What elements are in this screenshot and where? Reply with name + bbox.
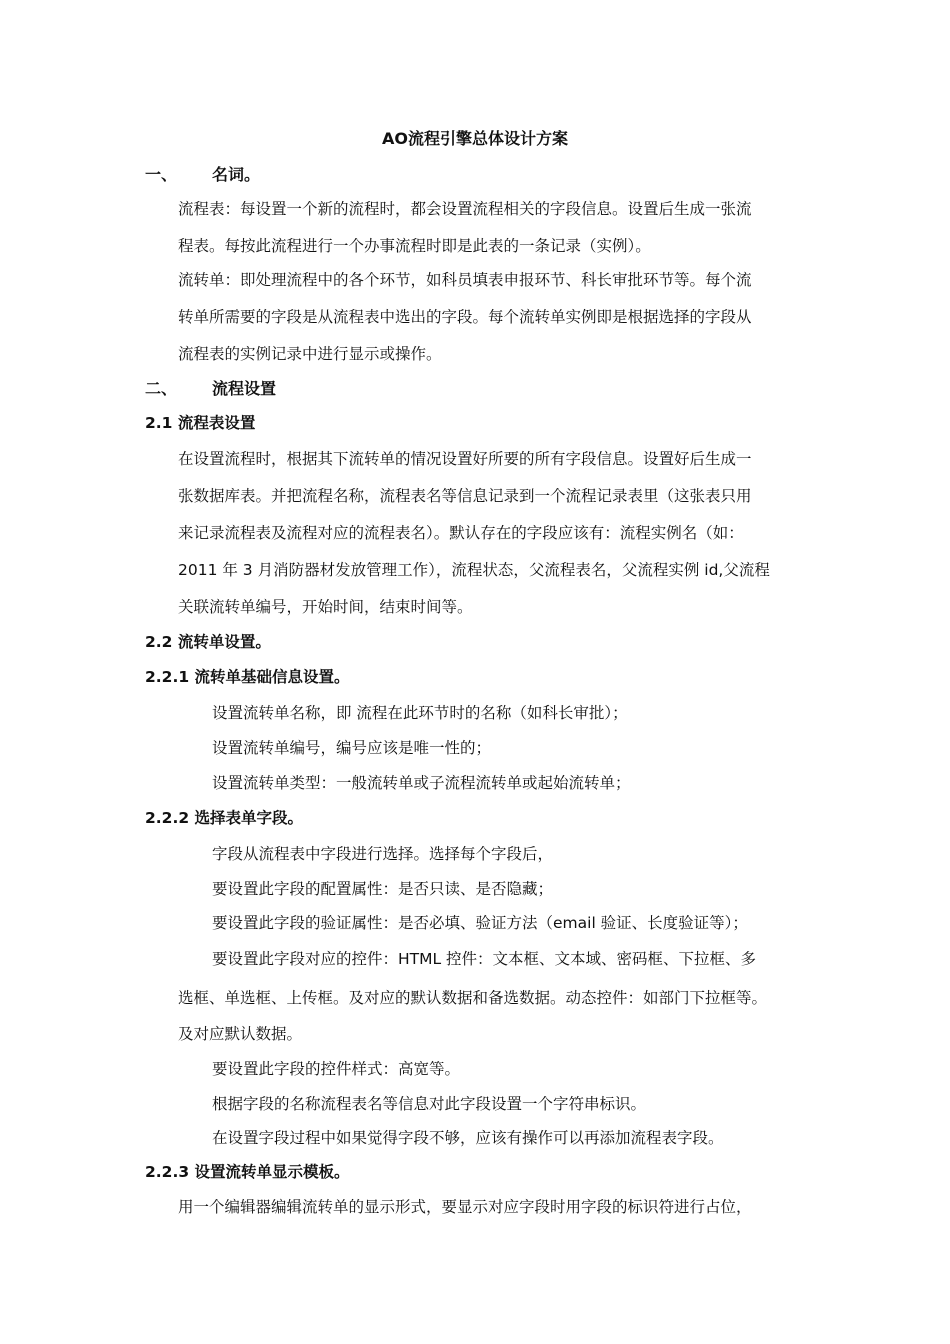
paragraph-line: 设置流转单编号，编号应该是唯一性的； <box>212 739 492 757</box>
paragraph-line: 关联流转单编号，开始时间，结束时间等。 <box>178 598 473 616</box>
paragraph-line: 要设置此字段对应的控件：HTML 控件：文本框、文本域、密码框、下拉框、多 <box>212 950 757 968</box>
subsection-heading: 2.2.1 流转单基础信息设置。 <box>145 668 350 686</box>
paragraph-line: 设置流转单名称，即 流程在此环节时的名称（如科长审批）； <box>212 704 628 722</box>
section-1-heading: 名词。 <box>212 165 261 184</box>
paragraph-line: 根据字段的名称流程表名等信息对此字段设置一个字符串标识。 <box>212 1095 647 1113</box>
paragraph-line: 及对应默认数据。 <box>178 1025 303 1043</box>
paragraph-line: 2011 年 3 月消防器材发放管理工作），流程状态，父流程表名，父流程实例 id,父流程 <box>178 561 770 579</box>
paragraph-line: 张数据库表。并把流程名称，流程表名等信息记录到一个流程记录表里（这张表只用 <box>178 487 752 505</box>
paragraph-line: 用一个编辑器编辑流转单的显示形式，要显示对应字段时用字段的标识符进行占位， <box>178 1198 752 1216</box>
paragraph-line: 字段从流程表中字段进行选择。选择每个字段后， <box>212 845 554 863</box>
paragraph-line: 在设置流程时，根据其下流转单的情况设置好所要的所有字段信息。设置好后生成一 <box>178 450 752 468</box>
subsection-heading: 2.2.2 选择表单字段。 <box>145 809 304 827</box>
subsection-heading: 2.1 流程表设置 <box>145 414 256 432</box>
subsection-heading: 2.2.3 设置流转单显示模板。 <box>145 1163 350 1181</box>
paragraph-line: 流程表：每设置一个新的流程时，都会设置流程相关的字段信息。设置后生成一张流 <box>178 200 752 218</box>
paragraph-line: 要设置此字段的验证属性：是否必填、验证方法（email 验证、长度验证等）； <box>212 914 748 932</box>
paragraph-line: 流转单：即处理流程中的各个环节，如科员填表申报环节、科长审批环节等。每个流 <box>178 271 752 289</box>
subsection-heading: 2.2 流转单设置。 <box>145 633 271 651</box>
section-2-number: 二、 <box>145 379 178 398</box>
paragraph-line: 流程表的实例记录中进行显示或操作。 <box>178 345 442 363</box>
paragraph-line: 转单所需要的字段是从流程表中选出的字段。每个流转单实例即是根据选择的字段从 <box>178 308 752 326</box>
section-2-heading: 流程设置 <box>212 379 277 398</box>
paragraph-line: 来记录流程表及流程对应的流程表名）。默认存在的字段应该有：流程实例名（如： <box>178 524 744 542</box>
paragraph-line: 设置流转单类型：一般流转单或子流程流转单或起始流转单； <box>212 774 631 792</box>
document-title: AO流程引擎总体设计方案 <box>382 129 568 148</box>
paragraph-line: 在设置字段过程中如果觉得字段不够，应该有操作可以再添加流程表字段。 <box>212 1129 724 1147</box>
paragraph-line: 选框、单选框、上传框。及对应的默认数据和备选数据。动态控件：如部门下拉框等。 <box>178 989 768 1007</box>
paragraph-line: 程表。每按此流程进行一个办事流程时即是此表的一条记录（实例）。 <box>178 237 651 255</box>
section-1-number: 一、 <box>145 165 178 184</box>
paragraph-line: 要设置此字段的配置属性：是否只读、是否隐藏； <box>212 880 554 898</box>
paragraph-line: 要设置此字段的控件样式：高宽等。 <box>212 1060 461 1078</box>
